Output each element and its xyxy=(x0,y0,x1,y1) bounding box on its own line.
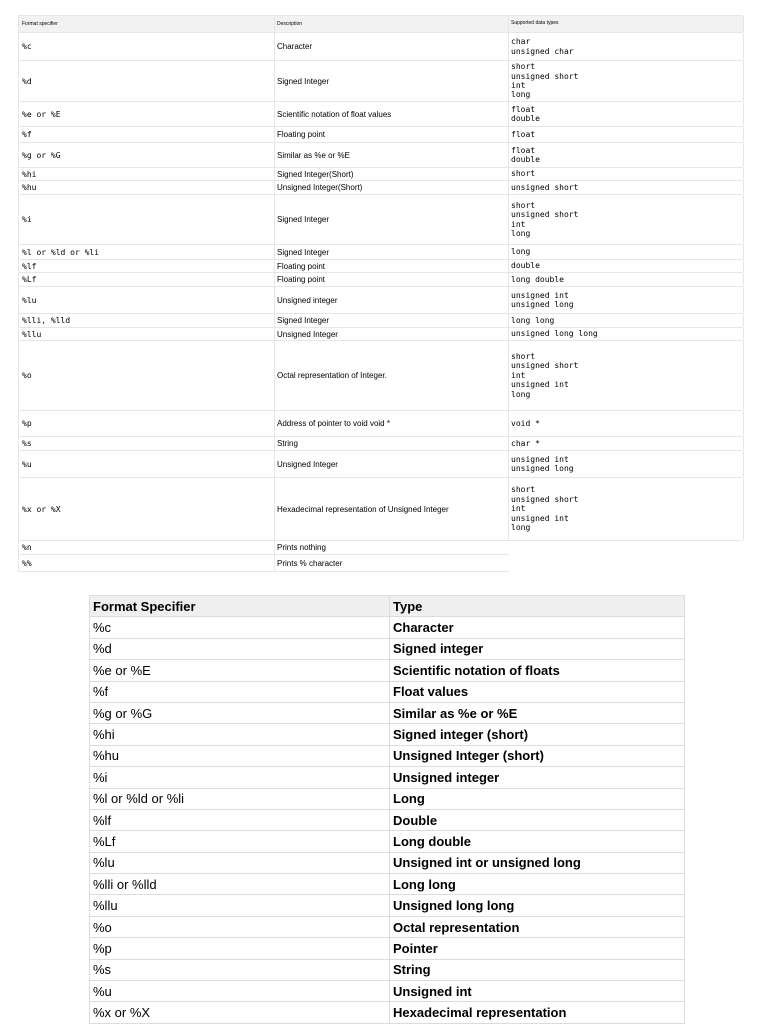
format-specifier-cell: %llu xyxy=(90,895,390,916)
table-row xyxy=(18,260,743,273)
data-types-cell: float double xyxy=(508,102,744,126)
format-specifier-cell: %lu xyxy=(90,852,390,873)
description-cell: Hexadecimal representation of Unsigned Integer xyxy=(274,478,508,540)
description-cell: Signed Integer xyxy=(274,61,508,101)
format-specifier-cell: %l or %ld or %li xyxy=(22,247,100,257)
data-types-cell: unsigned int unsigned long xyxy=(508,287,744,313)
table-row xyxy=(18,411,743,437)
table-row xyxy=(90,1002,685,1023)
format-specifier-table-summary xyxy=(89,595,685,1024)
table-row xyxy=(18,541,509,555)
table-row xyxy=(18,341,743,411)
format-specifier-table-detailed xyxy=(18,15,743,572)
table-row xyxy=(18,127,743,143)
type-cell: Unsigned integer xyxy=(390,767,685,788)
type-cell: Long xyxy=(390,788,685,809)
table-row xyxy=(90,895,685,916)
data-types-cell: long double xyxy=(508,273,744,286)
format-specifier-cell: %e or %E xyxy=(22,109,61,119)
header-format-specifier: Format specifier xyxy=(22,21,58,27)
type-cell: Float values xyxy=(390,681,685,702)
format-specifier-cell: %u xyxy=(22,459,32,469)
table-row xyxy=(90,745,685,766)
description-cell: Unsigned Integer xyxy=(274,451,508,477)
description-cell: Floating point xyxy=(274,273,508,286)
table-header-row xyxy=(90,596,685,617)
format-specifier-cell: %f xyxy=(22,130,32,139)
type-cell: String xyxy=(390,959,685,980)
format-specifier-cell: %g or %G xyxy=(22,150,61,160)
format-specifier-cell: %Lf xyxy=(22,275,37,284)
description-cell: Character xyxy=(274,33,508,60)
table-row xyxy=(90,724,685,745)
format-specifier-cell: %l or %ld or %li xyxy=(90,788,390,809)
data-types-cell: short unsigned short int unsigned int long xyxy=(508,341,744,410)
table-row xyxy=(18,314,743,328)
description-cell: Floating point xyxy=(274,127,508,142)
type-cell: Long double xyxy=(390,831,685,852)
table-row xyxy=(18,328,743,341)
format-specifier-cell: %i xyxy=(90,767,390,788)
data-types-cell: float xyxy=(508,127,744,142)
format-specifier-cell: %u xyxy=(90,981,390,1002)
data-types-cell: char * xyxy=(508,437,744,450)
format-specifier-cell: %lli, %lld xyxy=(22,316,71,325)
table-row xyxy=(18,61,743,102)
data-types-cell: double xyxy=(508,260,744,272)
table-row xyxy=(18,451,743,478)
format-specifier-cell: %s xyxy=(90,959,390,980)
format-specifier-cell: %llu xyxy=(22,329,42,339)
table-row xyxy=(18,245,743,260)
table-row xyxy=(90,638,685,659)
description-cell: Signed Integer(Short) xyxy=(274,168,508,180)
table-row xyxy=(18,143,743,168)
format-specifier-cell: %n xyxy=(22,543,32,552)
type-cell: Unsigned int or unsigned long xyxy=(390,852,685,873)
header-type: Type xyxy=(390,596,685,617)
type-cell: Similar as %e or %E xyxy=(390,702,685,723)
data-types-cell: char unsigned char xyxy=(508,33,744,60)
table-body xyxy=(18,33,743,572)
description-cell: Octal representation of Integer. xyxy=(274,341,508,410)
format-specifier-cell: %o xyxy=(90,916,390,937)
type-cell: Signed integer xyxy=(390,638,685,659)
table-row xyxy=(18,181,743,195)
format-specifier-cell: %e or %E xyxy=(90,660,390,681)
description-cell: Similar as %e or %E xyxy=(274,143,508,167)
table-row xyxy=(18,33,743,61)
table-row xyxy=(18,555,509,572)
type-cell: Scientific notation of floats xyxy=(390,660,685,681)
format-specifier-cell: %hi xyxy=(90,724,390,745)
table-row xyxy=(90,916,685,937)
type-cell: Unsigned int xyxy=(390,981,685,1002)
format-specifier-cell: %hi xyxy=(22,169,37,179)
format-specifier-cell: %hu xyxy=(90,745,390,766)
format-specifier-cell: %s xyxy=(22,439,32,448)
description-cell: Address of pointer to void void * xyxy=(274,411,508,436)
description-cell: Prints nothing xyxy=(274,541,508,554)
data-types-cell: float double xyxy=(508,143,744,167)
table-row xyxy=(18,195,743,245)
description-cell: String xyxy=(274,437,508,450)
table-row xyxy=(90,959,685,980)
table-row xyxy=(18,287,743,314)
table-row xyxy=(90,852,685,873)
table-row xyxy=(90,809,685,830)
type-cell: Unsigned Integer (short) xyxy=(390,745,685,766)
description-cell: Floating point xyxy=(274,260,508,272)
type-cell: Pointer xyxy=(390,938,685,959)
data-types-cell: short unsigned short int long xyxy=(508,195,744,244)
data-types-cell: unsigned short xyxy=(508,181,744,194)
table-row xyxy=(90,788,685,809)
format-specifier-cell: %lli or %lld xyxy=(90,874,390,895)
format-specifier-cell: %% xyxy=(22,558,32,568)
description-cell: Signed Integer xyxy=(274,245,508,259)
format-specifier-cell: %c xyxy=(22,42,32,51)
data-types-cell: long xyxy=(508,245,744,259)
table-row xyxy=(90,938,685,959)
table-row xyxy=(90,767,685,788)
table-row xyxy=(90,874,685,895)
format-specifier-cell: %Lf xyxy=(90,831,390,852)
format-specifier-cell: %o xyxy=(22,371,32,380)
table-row xyxy=(18,478,743,541)
header-description: Description xyxy=(274,16,508,32)
format-specifier-cell: %x or %X xyxy=(90,1002,390,1023)
format-specifier-cell: %lu xyxy=(22,295,37,305)
type-cell: Long long xyxy=(390,874,685,895)
table-row xyxy=(18,437,743,451)
format-specifier-cell: %lf xyxy=(90,809,390,830)
format-specifier-cell: %g or %G xyxy=(90,702,390,723)
description-cell: Prints % character xyxy=(274,555,508,571)
format-specifier-cell: %d xyxy=(90,638,390,659)
table-row xyxy=(18,273,743,287)
table-row xyxy=(90,660,685,681)
format-specifier-cell: %d xyxy=(22,76,32,86)
table-row xyxy=(90,831,685,852)
data-types-cell: long long xyxy=(508,314,744,327)
table-row xyxy=(18,102,743,127)
format-specifier-cell: %hu xyxy=(22,183,37,192)
type-cell: Double xyxy=(390,809,685,830)
format-specifier-cell: %c xyxy=(90,617,390,638)
format-specifier-cell: %p xyxy=(90,938,390,959)
table-row xyxy=(90,617,685,638)
data-types-cell: unsigned int unsigned long xyxy=(508,451,744,477)
type-cell: Character xyxy=(390,617,685,638)
table-row xyxy=(90,702,685,723)
table-header-row xyxy=(18,15,743,33)
description-cell: Unsigned Integer xyxy=(274,328,508,340)
header-supported-data-types: Supported data types xyxy=(508,16,744,32)
data-types-cell: short xyxy=(508,168,744,180)
format-specifier-cell: %lf xyxy=(22,261,37,271)
header-format-specifier: Format Specifier xyxy=(90,596,390,617)
format-specifier-cell: %i xyxy=(22,215,32,224)
data-types-cell: void * xyxy=(508,411,744,436)
type-cell: Unsigned long long xyxy=(390,895,685,916)
format-specifier-cell: %f xyxy=(90,681,390,702)
data-types-cell: short unsigned short int long xyxy=(508,61,744,101)
type-cell: Octal representation xyxy=(390,916,685,937)
description-cell: Signed Integer xyxy=(274,195,508,244)
description-cell: Unsigned Integer(Short) xyxy=(274,181,508,194)
type-cell: Hexadecimal representation xyxy=(390,1002,685,1023)
format-specifier-cell: %p xyxy=(22,419,32,428)
description-cell: Scientific notation of float values xyxy=(274,102,508,126)
data-types-cell: unsigned long long xyxy=(508,328,744,340)
table-row xyxy=(18,168,743,181)
table-row xyxy=(90,681,685,702)
table-row xyxy=(90,981,685,1002)
type-cell: Signed integer (short) xyxy=(390,724,685,745)
description-cell: Unsigned integer xyxy=(274,287,508,313)
description-cell: Signed Integer xyxy=(274,314,508,327)
data-types-cell: short unsigned short int unsigned int long xyxy=(508,478,744,540)
format-specifier-cell: %x or %X xyxy=(22,504,61,514)
